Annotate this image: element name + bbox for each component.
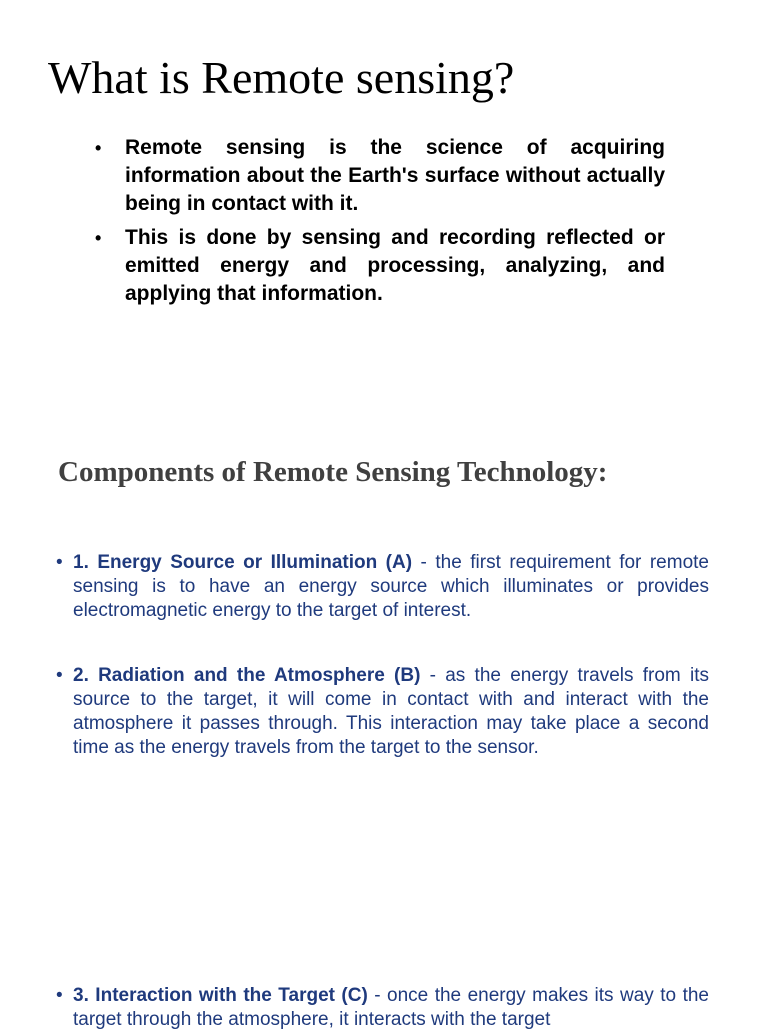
intro-item-definition: [95, 134, 665, 218]
bullet-icon: •: [56, 552, 63, 573]
page-title: What is Remote sensing?: [48, 52, 515, 103]
bullet-icon: •: [56, 665, 63, 686]
component-description: - once the energy makes its way to the target through the atmosphere, it interacts with the target: [73, 985, 709, 1030]
intro-bullet-list: [95, 134, 665, 314]
intro-item-process: [95, 224, 665, 308]
intro-text: This is done by sensing and recording reflected or emitted energy and processing, analyzing, and applying that information.: [125, 226, 665, 305]
component-description: - the first requirement for remote sensing is to have an energy source which illuminates or provides electromagnetic energy to the target of interest.: [73, 552, 709, 621]
section-heading: Components of Remote Sensing Technology:: [58, 456, 608, 488]
component-title: 2. Radiation and the Atmosphere (B): [73, 665, 421, 686]
bullet-icon: •: [95, 228, 102, 248]
component-radiation-atmosphere: [56, 664, 709, 760]
component-energy-source: [56, 551, 709, 623]
component-description: - as the energy travels from its source to the target, it will come in contact with and interact with the atmosphere it passes through. This interaction may take place a second time as the energy travels from the target to the sensor.: [73, 665, 709, 758]
component-text: [73, 664, 709, 760]
component-title: 3. Interaction with the Target (C): [73, 985, 368, 1006]
component-text: [73, 551, 709, 623]
component-title: 1. Energy Source or Illumination (A): [73, 552, 413, 573]
component-text: [73, 984, 709, 1032]
bullet-icon: •: [95, 138, 102, 158]
component-interaction-target: [56, 984, 709, 1032]
intro-text: Remote sensing is the science of acquiring information about the Earth's surface without actually being in contact with it.: [125, 136, 665, 215]
bullet-icon: •: [56, 985, 63, 1006]
